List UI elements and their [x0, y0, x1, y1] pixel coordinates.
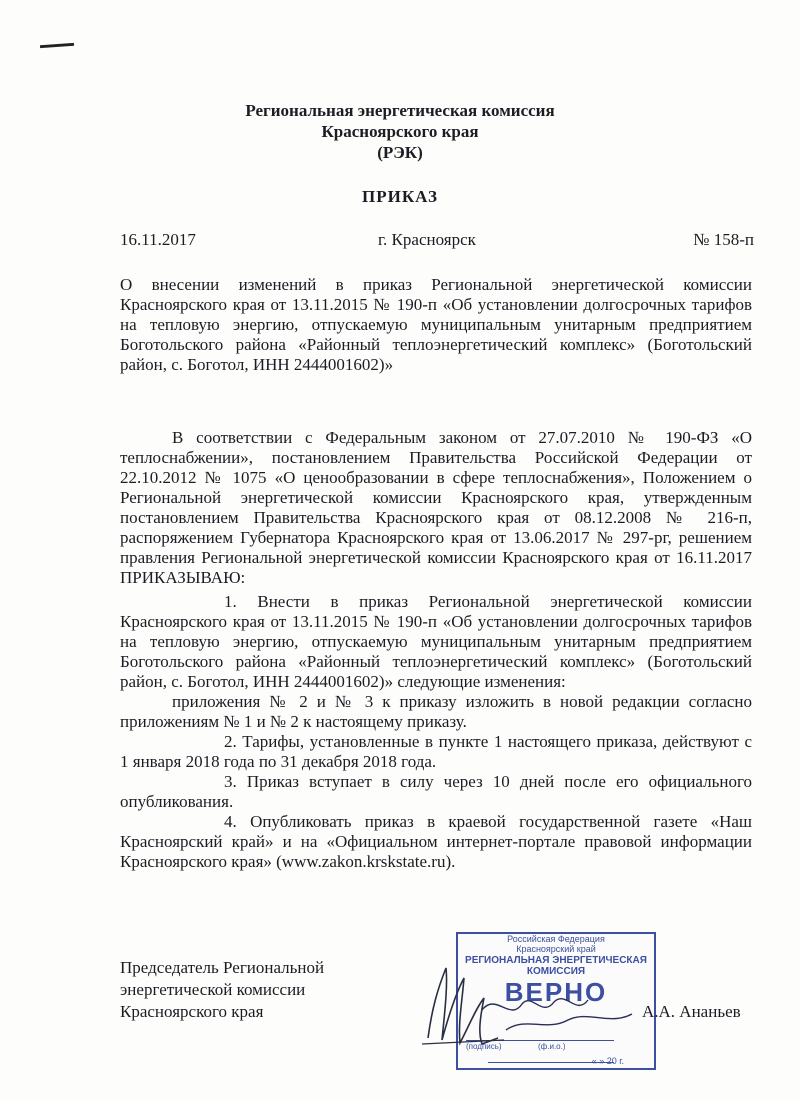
item-text: Тарифы, установленные в пункте 1 настоящего приказа, действуют с 1 января 2018 года по 31 декабря 2018 года.	[120, 732, 752, 771]
order-subject: О внесении изменений в приказ Региональной энергетической комиссии Красноярского края от 13.11.2015 № 190-п «Об установлении долгосрочных тарифов на тепловую энергию, отпускаемую муниципальным унитарным предприятием Боготольского района «Районный теплоэнергетический комплекс» (Боготольский район, с. Боготол, ИНН 2444001602)»	[120, 275, 752, 374]
item-text: Опубликовать приказ в краевой государственной газете «Наш Красноярский край» и на «Официальном интернет-портале правовой информации Красноярского края» (www.zakon.krskstate.ru).	[120, 812, 752, 871]
order-city: г. Красноярск	[378, 230, 476, 249]
stamp-date: « » 20 г.	[591, 1056, 624, 1066]
issuer-header	[0, 100, 800, 163]
signatory-name: А.А. Ананьев	[642, 1002, 741, 1021]
item-text: Приказ вступает в силу через 10 дней после его официального опубликования.	[120, 772, 752, 811]
item-number: 3.	[224, 772, 237, 791]
order-number: № 158-п	[693, 230, 754, 249]
preamble-paragraph: В соответствии с Федеральным законом от 27.07.2010 № 190-ФЗ «О теплоснабжении», постановлением Правительства Российской Федерации от 22.10.2012 № 1075 «О ценообразовании в сфере теплоснабжения», Положением о Региональной энергетической комиссии Красноярского края, утвержденным постановлением Правительства Красноярского края от 08.12.2008 № 216-п, распоряжением Губернатора Красноярского края от 13.06.2017 № 297-рг, решением правления Региональной энергетической комиссии Красноярского края от 16.11.2017 ПРИКАЗЫВАЮ:	[120, 428, 752, 587]
stamp-caption-left: (подпись)	[466, 1042, 502, 1051]
issuer-line-1: Региональная энергетическая комиссия	[245, 101, 555, 120]
stamp-line-4: КОМИССИЯ	[526, 966, 586, 977]
signatory-line-2: энергетической комиссии	[120, 980, 306, 999]
order-items	[120, 592, 752, 872]
stamp-line-3: РЕГИОНАЛЬНАЯ ЭНЕРГЕТИЧЕСКАЯ	[465, 955, 647, 966]
order-item-1	[120, 592, 752, 692]
order-item-2	[120, 732, 752, 772]
issuer-line-2: Красноярского края	[321, 122, 479, 141]
item-number: 1.	[224, 592, 237, 611]
order-item-4	[120, 812, 752, 872]
signatory-line-3: Красноярского края	[120, 1002, 264, 1021]
preamble-block	[120, 428, 752, 588]
order-date: 16.11.2017	[120, 230, 196, 249]
signatory-line-1: Председатель Региональной	[120, 958, 325, 977]
item-number: 2.	[224, 732, 237, 751]
item-number: 4.	[224, 812, 237, 831]
document-title: ПРИКАЗ	[362, 187, 438, 206]
stamp-line-2: Красноярский край	[516, 944, 596, 954]
issuer-line-3: (РЭК)	[377, 143, 423, 162]
order-item-3	[120, 772, 752, 812]
pen-annotation	[476, 986, 636, 1034]
corner-mark	[40, 43, 74, 48]
stamp-line-1: Российская Федерация	[507, 934, 605, 944]
stamp-caption-right: (ф.и.о.)	[538, 1042, 566, 1051]
item-text: Внести в приказ Региональной энергетической комиссии Красноярского края от 13.11.2015 № 190-п «Об установлении долгосрочных тарифов на тепловую энергию, отпускаемую муниципальным унитарным предприятием Боготольского района «Районный теплоэнергетический комплекс» (Боготольский район, с. Боготол, ИНН 2444001602)» следующие изменения:	[120, 592, 752, 691]
signatory-title	[120, 957, 324, 1023]
stamp-verno: ВЕРНО	[504, 977, 608, 1007]
order-item-1-sub: приложения № 2 и № 3 к приказу изложить в новой редакции согласно приложениям № 1 и № 2 к настоящему приказу.	[120, 692, 752, 731]
